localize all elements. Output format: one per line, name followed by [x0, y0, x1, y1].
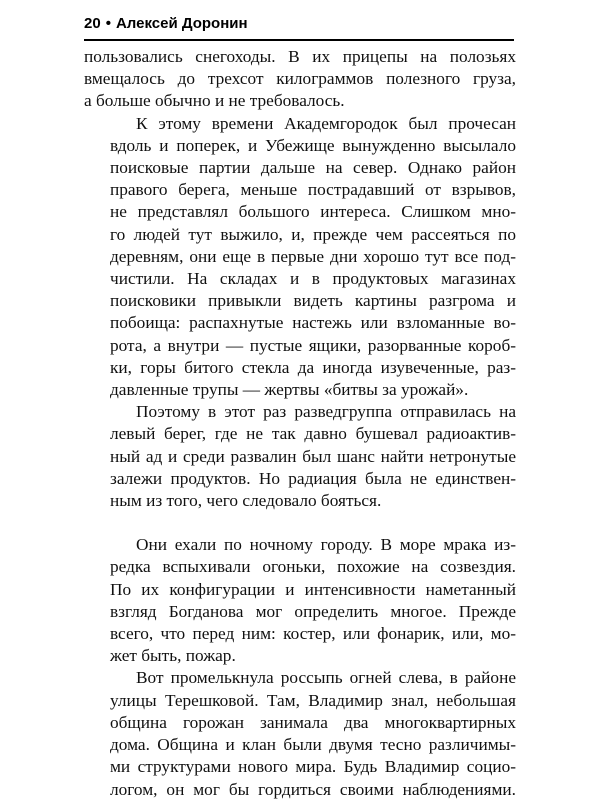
- text-line: жет быть, пожар.: [110, 646, 236, 666]
- text-line: взгляд Богданова мог определить многое. Прежде: [110, 601, 516, 621]
- text-line: улицы Терешковой. Там, Владимир знал, небольшая: [110, 690, 516, 710]
- text-line: правого берега, меньше пострадавший от взрывов,: [110, 180, 516, 200]
- text-line: вмещалось до трехсот килограммов полезного груза,: [84, 69, 516, 89]
- header-bullet: •: [105, 15, 111, 32]
- text-line: ный ад и среди развалин был шанс найти нетронутые: [110, 446, 516, 466]
- text-line: вдоль и поперек, и Убежище вынужденно высылало: [110, 135, 516, 155]
- running-header: [84, 13, 514, 41]
- text-line: логом, он мог бы гордиться своими наблюдениями.: [110, 779, 516, 799]
- text-line: побоища: распахнутые настежь или взломанные во-: [110, 313, 516, 333]
- text-line: а больше обычно и не требовалось.: [84, 91, 345, 111]
- paragraph: [84, 401, 516, 512]
- paragraph: [84, 534, 516, 667]
- text-line: К этому времени Академгородок был прочесан: [136, 113, 516, 133]
- body-text: [84, 46, 516, 801]
- page-number: 20: [84, 15, 101, 32]
- text-line: рота, а внутри — пустые ящики, разорванные короб-: [110, 335, 516, 355]
- text-line: ми структурами нового мира. Будь Владимир социо-: [110, 757, 516, 777]
- text-line: не представлял большого интереса. Слишком мно-: [110, 202, 516, 222]
- text-line: давленные трупы — жертвы «битвы за урожай».: [110, 380, 469, 400]
- text-line: ки, горы битого стекла да иногда изувеченные, раз-: [110, 357, 516, 377]
- paragraph: [84, 46, 516, 113]
- text-line: редка вспыхивали огоньки, похожие на созвездия.: [110, 557, 516, 577]
- text-line: Они ехали по ночному городу. В море мрака из-: [136, 535, 516, 555]
- text-line: ным из того, чего следовало бояться.: [110, 491, 382, 511]
- author-name: Алексей Доронин: [115, 15, 248, 32]
- text-line: поисковики привыкли видеть картины разгрома и: [110, 291, 516, 311]
- text-line: По их конфигурации и интенсивности наметанный: [110, 579, 516, 599]
- text-line: дома. Община и клан были двумя тесно различимы-: [110, 735, 516, 755]
- section-break: [84, 512, 516, 534]
- text-line: пользовались снегоходы. В их прицепы на полозьях: [84, 47, 516, 66]
- text-line: левый берег, где не так давно бушевал радиоактив-: [110, 424, 516, 444]
- paragraph: [84, 113, 516, 402]
- text-line: община горожан занимала два многоквартирных: [110, 712, 516, 732]
- text-line: го людей тут выжило, и, прежде чем рассеяться по: [110, 224, 516, 244]
- text-line: залежи продуктов. Но радиация была не единствен-: [110, 468, 516, 488]
- text-line: всего, что перед ним: костер, или фонарик, или, мо-: [110, 624, 516, 644]
- text-line: поисковые партии дальше на север. Однако район: [110, 158, 516, 178]
- text-line: деревням, они еще в первые дни хорошо тут все под-: [110, 246, 516, 266]
- text-line: Поэтому в этот раз разведгруппа отправилась на: [136, 402, 516, 422]
- text-line: Вот промелькнула россыпь огней слева, в районе: [136, 668, 516, 688]
- text-line: чистили. На складах и в продуктовых магазинах: [110, 269, 516, 289]
- paragraph: [84, 667, 516, 800]
